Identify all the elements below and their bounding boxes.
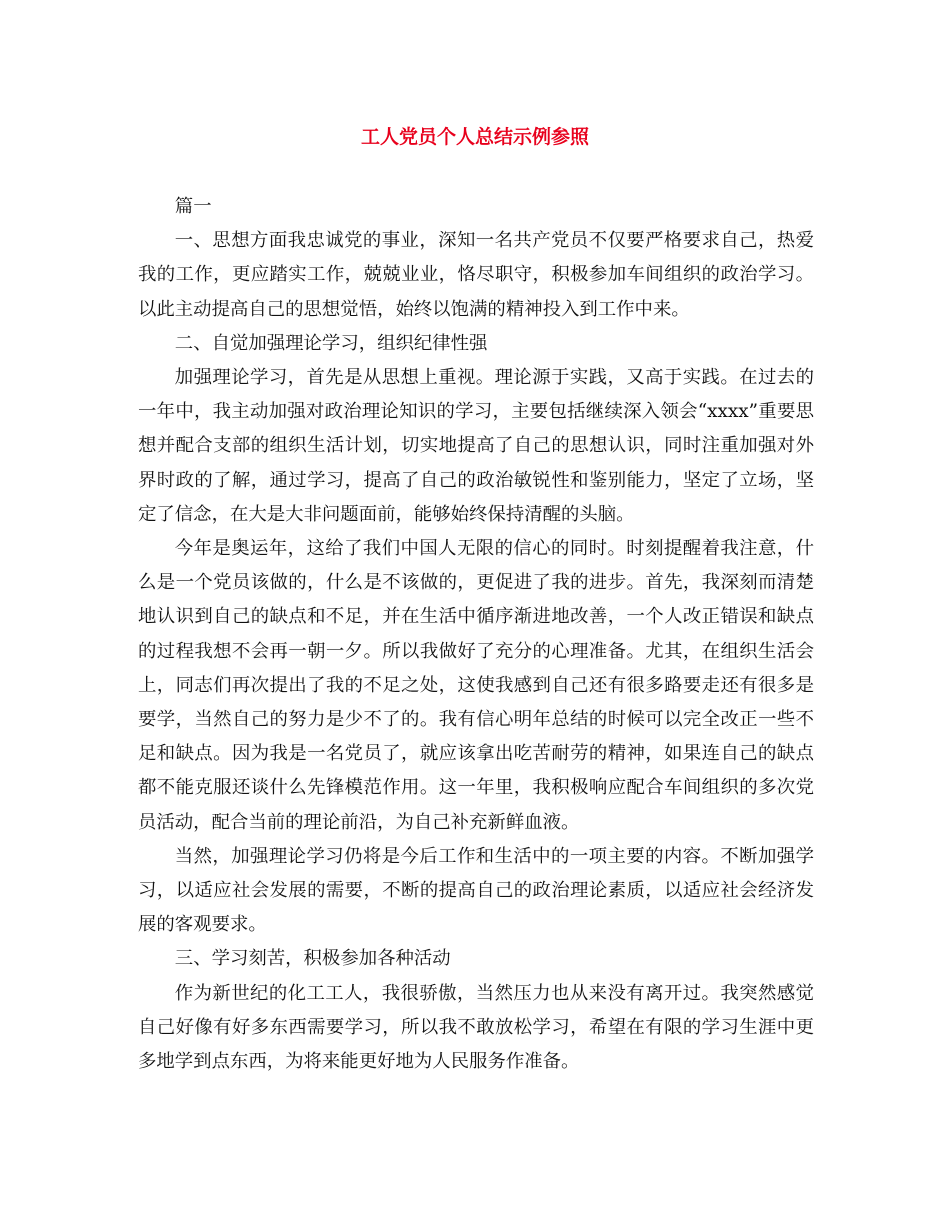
paragraph-theory-study: 加强理论学习，首先是从思想上重视。理论源于实践，又高于实践。在过去的一年中，我主动加强对政治理论知识的学习，主要包括继续深入领会“xxxx”重要思想并配合支部的组织生活计划，切实地提高了自己的思想认识，同时注重加强对外界时政的了解，通过学习，提高了自己的政治敏锐性和鉴别能力，坚定了立场，坚定了信念，在大是大非问题面前，能够始终保持清醒的头脑。 — [138, 367, 814, 525]
section-label-part-one: 篇一 — [174, 196, 212, 217]
heading-theory-study: 二、自觉加强理论学习，组织纪律性强 — [174, 332, 488, 354]
paragraph-continued-study: 当然，加强理论学习仍将是今后工作和生活中的一项主要的内容。不断加强学习，以适应社会发展的需要，不断的提高自己的政治理论素质，以适应社会经济发展的客观要求。 — [138, 845, 814, 936]
document-title: 工人党员个人总结示例参照 — [360, 126, 589, 148]
document-body — [138, 190, 814, 1079]
paragraph-ideology: 一、思想方面我忠诚党的事业，深知一名共产党员不仅要严格要求自己，热爱我的工作，更应踏实工作，兢兢业业，恪尽职守，积极参加车间组织的政治学习。以此主动提高自己的思想觉悟，始终以饱满的精神投入到工作中来。 — [138, 230, 814, 320]
paragraph-chemical-worker: 作为新世纪的化工工人，我很骄傲，当然压力也从来没有离开过。我突然感觉自己好像有好多东西需要学习，所以我不敢放松学习，希望在有限的学习生涯中更多地学到点东西，为将来能更好地为人民服务作准备。 — [138, 982, 814, 1073]
heading-activities: 三、学习刻苦，积极参加各种活动 — [174, 948, 451, 970]
paragraph-olympic-year: 今年是奥运年，这给了我们中国人无限的信心的同时。时刻提醒着我注意，什么是一个党员该做的，什么是不该做的，更促进了我的进步。首先，我深刻而清楚地认识到自己的缺点和不足，并在生活中循序渐进地改善，一个人改正错误和缺点的过程我想不会再一朝一夕。所以我做好了充分的心理准备。尤其，在组织生活会上，同志们再次提出了我的不足之处，这使我感到自己还有很多路要走还有很多是要学，当然自己的努力是少不了的。我有信心明年总结的时候可以完全改正一些不足和缺点。因为我是一名党员了，就应该拿出吃苦耐劳的精神，如果连自己的缺点都不能克服还谈什么先锋模范作用。这一年里，我积极响应配合车间组织的多次党员活动，配合当前的理论前沿，为自己补充新鲜血液。 — [138, 538, 814, 833]
